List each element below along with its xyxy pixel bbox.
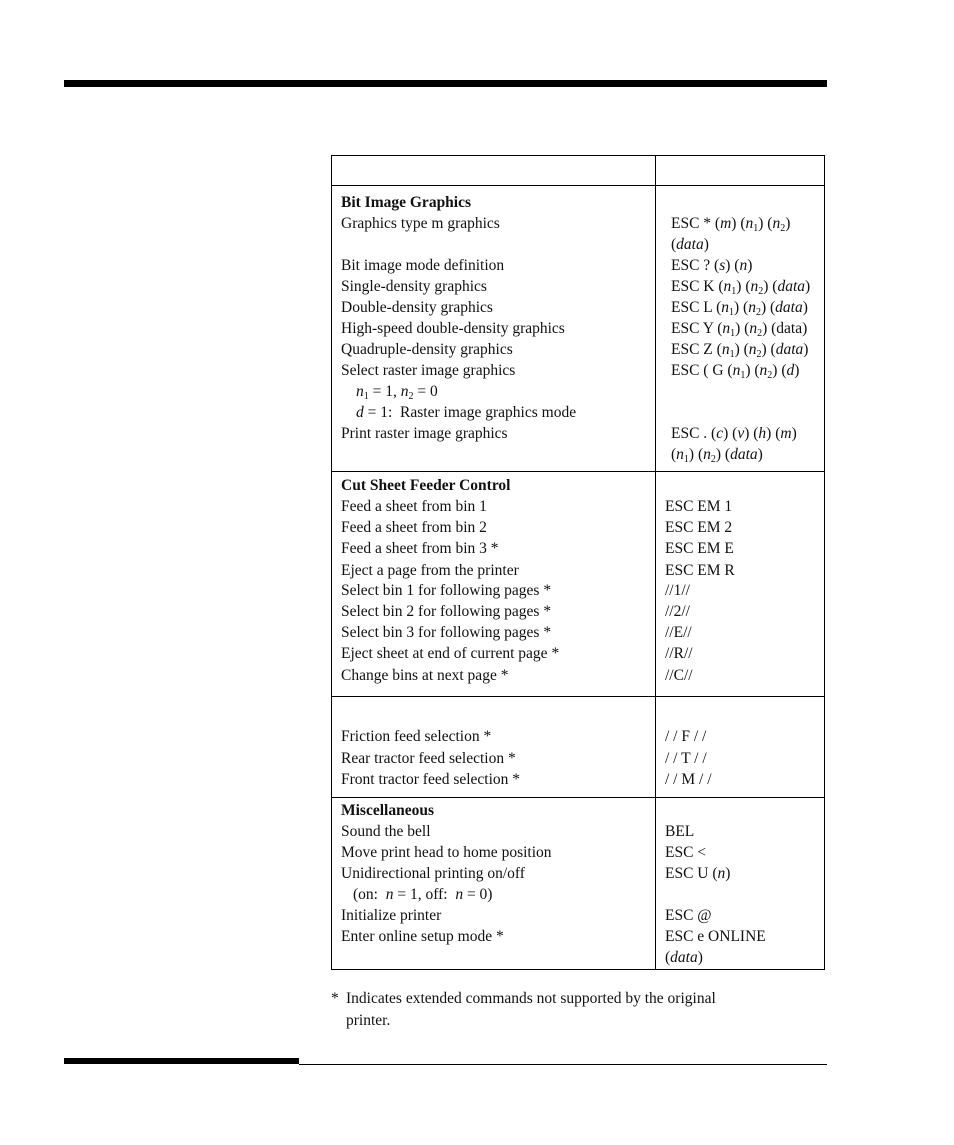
row-label: Graphics type m graphics	[341, 215, 500, 232]
row-code-continued: (data)	[671, 236, 709, 253]
footnote-line: printer.	[346, 1012, 391, 1029]
row-code: ESC * (m) $(n_1)$ $(n_2)$	[671, 215, 791, 234]
row-code: ESC e ONLINE	[665, 928, 766, 945]
row-sublabel: d = 1: Raster image graphics mode	[356, 404, 577, 421]
row-code: //R//	[665, 645, 693, 662]
header-rule	[64, 80, 827, 87]
row-label: Quadruple-density graphics	[341, 341, 513, 358]
row-code: / / M / /	[665, 771, 712, 788]
row-label: Change bins at next page *	[341, 667, 509, 684]
row-label: Eject sheet at end of current page *	[341, 645, 560, 662]
row-label: Feed a sheet from bin 2	[341, 519, 487, 536]
section-title-bit-image: Bit Image Graphics	[341, 194, 472, 211]
footnote-marker: *	[331, 990, 339, 1007]
row-code-continued: (data)	[665, 949, 703, 966]
section-divider	[332, 797, 824, 798]
row-code: //1//	[665, 582, 690, 599]
row-code: ESC . (c) (v) (h) (m)	[671, 425, 797, 442]
row-code: ESC EM R	[665, 562, 735, 579]
row-code: //2//	[665, 603, 690, 620]
footer-rule-thin	[299, 1064, 827, 1065]
row-code: ESC L $(n_1)$ $(n_2)$ (data)	[671, 299, 808, 318]
column-divider	[655, 156, 656, 969]
row-code: ESC EM E	[665, 540, 734, 557]
row-label: Rear tractor feed selection *	[341, 750, 516, 767]
row-code: ESC EM 1	[665, 498, 733, 515]
row-code: / / T / /	[665, 750, 707, 767]
footer-rule-thick	[64, 1058, 299, 1064]
row-label: Select raster image graphics	[341, 362, 516, 379]
row-label: Move print head to home position	[341, 844, 552, 861]
row-label: Feed a sheet from bin 3 *	[341, 540, 499, 557]
row-code: BEL	[665, 823, 695, 840]
row-code: ESC EM 2	[665, 519, 733, 536]
row-label: Double-density graphics	[341, 299, 493, 316]
row-code: ESC ( G $(n_1)$ $(n_2)$ (d)	[671, 362, 800, 381]
row-label: Select bin 1 for following pages *	[341, 582, 552, 599]
section-title-cut-sheet: Cut Sheet Feeder Control	[341, 477, 511, 494]
row-code: //E//	[665, 624, 692, 641]
row-label: Eject a page from the printer	[341, 562, 519, 579]
row-code: ESC Y $(n_1)$ $(n_2)$ (data)	[671, 320, 808, 339]
footnote-line: Indicates extended commands not supported by the original	[346, 990, 716, 1007]
row-sublabel: (on: n = 1, off: n = 0)	[353, 886, 493, 903]
row-code: ESC @	[665, 907, 712, 924]
row-label: Sound the bell	[341, 823, 431, 840]
row-label: Feed a sheet from bin 1	[341, 498, 487, 515]
row-code: ESC K $(n_1)$ $(n_2)$ (data)	[671, 278, 811, 297]
header-row-divider	[332, 185, 824, 186]
command-table	[331, 155, 825, 970]
row-code: ESC U (n)	[665, 865, 731, 882]
row-code: ESC ? (s) (n)	[671, 257, 753, 274]
section-divider	[332, 696, 824, 697]
row-label: Friction feed selection *	[341, 728, 492, 745]
section-divider	[332, 471, 824, 472]
row-label: Select bin 2 for following pages *	[341, 603, 552, 620]
row-sublabel: $n_1 = 1$, $n_2 = 0$	[356, 383, 438, 402]
row-label: Front tractor feed selection *	[341, 771, 521, 788]
row-label: Select bin 3 for following pages *	[341, 624, 552, 641]
row-code: / / F / /	[665, 728, 707, 745]
row-code: ESC <	[665, 844, 707, 861]
row-label: Initialize printer	[341, 907, 442, 924]
section-title-misc: Miscellaneous	[341, 802, 434, 819]
row-label: Unidirectional printing on/off	[341, 865, 525, 882]
row-label: Bit image mode definition	[341, 257, 505, 274]
row-code: ESC Z $(n_1)$ $(n_2)$ (data)	[671, 341, 809, 360]
row-code-continued: $(n_1)$ $(n_2)$ (data)	[671, 446, 763, 465]
row-label: Print raster image graphics	[341, 425, 508, 442]
row-label: Enter online setup mode *	[341, 928, 504, 945]
row-label: Single-density graphics	[341, 278, 487, 295]
row-label: High-speed double-density graphics	[341, 320, 565, 337]
row-code: //C//	[665, 667, 693, 684]
